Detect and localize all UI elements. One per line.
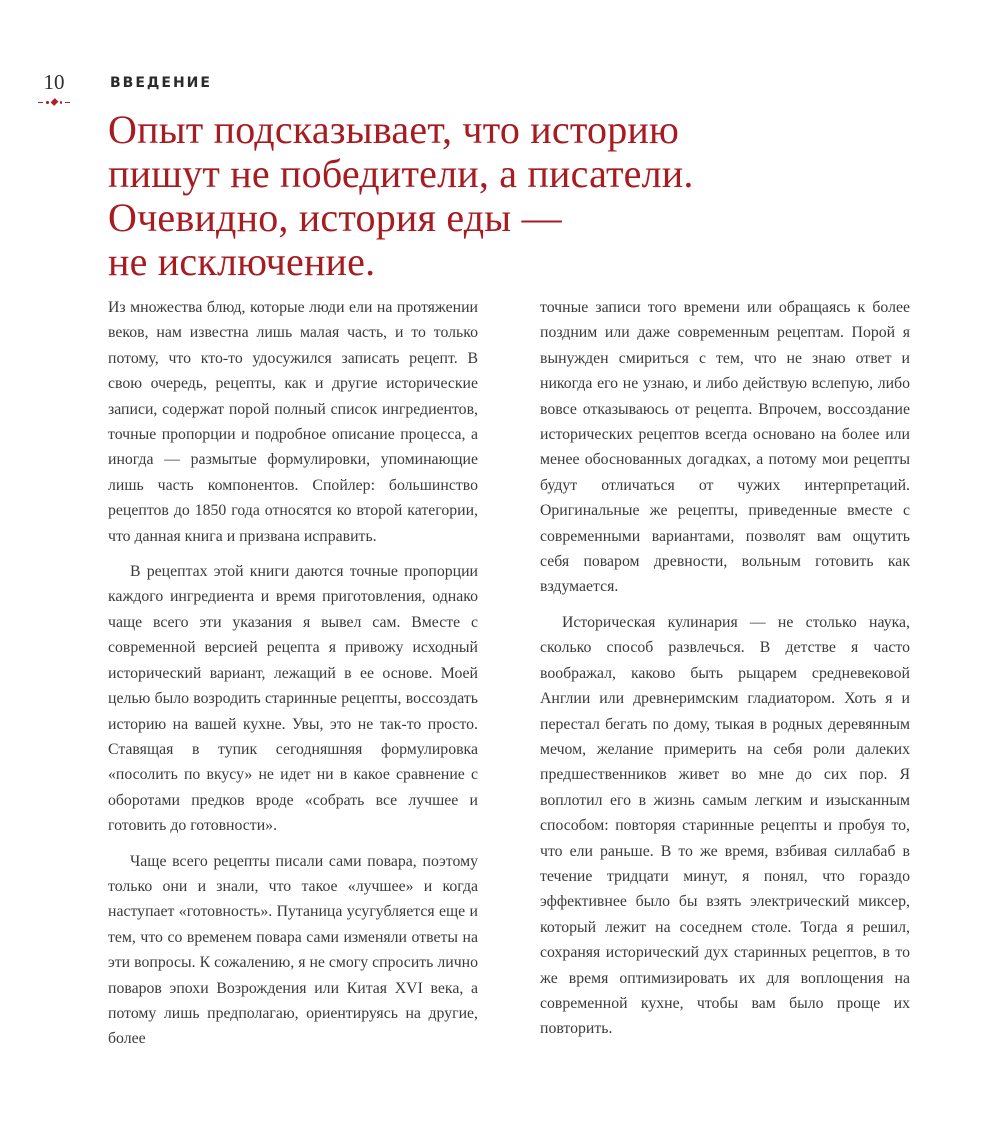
page-ornament-icon <box>38 97 70 107</box>
headline-line: пишут не победители, а писатели. <box>108 151 694 196</box>
headline <box>108 108 928 284</box>
text-column-left <box>108 295 478 1052</box>
paragraph: точные записи того времени или обращаясь к более поздним или даже современным рецептам. Порой я вынужден смириться с тем, что не знаю ответ и никогда его не узнаю, и либо действую вслепую, либо вовсе отказываюсь от рецепта. Впрочем, воссоздание исторических рецептов всегда основано на более или менее обоснованных догадках, а потому мои рецепты будут отличаться от чужих интерпретаций. Оригинальные же рецепты, приведенные вместе с современными вариантами, позволят вам ощутить себя поваром древности, вольным готовить как вздумается. <box>540 299 910 596</box>
headline-line: Очевидно, история еды — <box>108 195 562 240</box>
paragraph: Историческая кулинария — не столько наука, сколько способ развлечься. В детстве я часто воображал, каково быть рыцарем средневековой Англии или древнеримским гладиатором. Хоть я и перестал бегать по дому, тыкая в родных деревянным мечом, желание примерить на себя роли далеких предшественников живет во мне до сих пор. Я воплотил его в жизнь самым легким и изысканным способом: повторяя старинные рецепты и пробуя то, что ели раньше. В то же время, взбивая силлабаб в течение тридцати минут, я понял, что гораздо эффективнее было бы взять электрический миксер, который лежит на соседнем столе. Тогда я решил, сохраняя исторический дух старинных рецептов, в то же время оптимизировать их для воплощения на современной кухне, чтобы вам было проще их повторить. <box>540 613 910 1038</box>
paragraph: В рецептах этой книги даются точные пропорции каждого ингредиента и время приготовления, однако чаще всего эти указания я вывел сам. Вместе с современной версией рецепта я привожу исходный исторический вариант, лежащий в ее основе. Моей целью было возродить старинные рецепты, воссоздать историю на вашей кухне. Увы, это не так-то просто. Ставящая в тупик сегодняшняя формулировка «посолить по вкусу» не идет ни в какое сравнение с оборотами предков вроде «собрать все лучшее и готовить до готовности». <box>108 563 478 835</box>
paragraph: Чаще всего рецепты писали сами повара, поэтому только они и знали, что такое «лучшее» и когда наступает «готовность». Путаница усугубляется еще и тем, что со временем повара сами изменяли ответы на эти вопросы. К сожалению, я не смогу спросить лично поваров эпохи Возрождения или Китая XVI века, а потому лишь предполагаю, ориентируясь на другие, более <box>108 852 478 1048</box>
headline-line: не исключение. <box>108 239 376 284</box>
paragraph: Из множества блюд, которые люди ели на протяжении веков, нам известна лишь малая часть, и то только потому, что кто-то удосужился записать рецепт. В свою очередь, рецепты, как и другие исторические записи, содержат порой полный список ингредиентов, точные пропорции и подробное описание процесса, а иногда — размытые формулировки, упоминающие лишь часть компонентов. Спойлер: большинство рецептов до 1850 года относятся ко второй категории, что данная книга и призвана исправить. <box>108 299 478 545</box>
text-column-right <box>540 295 910 1042</box>
page-number: 10 <box>43 70 65 94</box>
section-title: ВВЕДЕНИЕ <box>110 75 212 91</box>
headline-line: Опыт подсказывает, что историю <box>108 107 680 152</box>
